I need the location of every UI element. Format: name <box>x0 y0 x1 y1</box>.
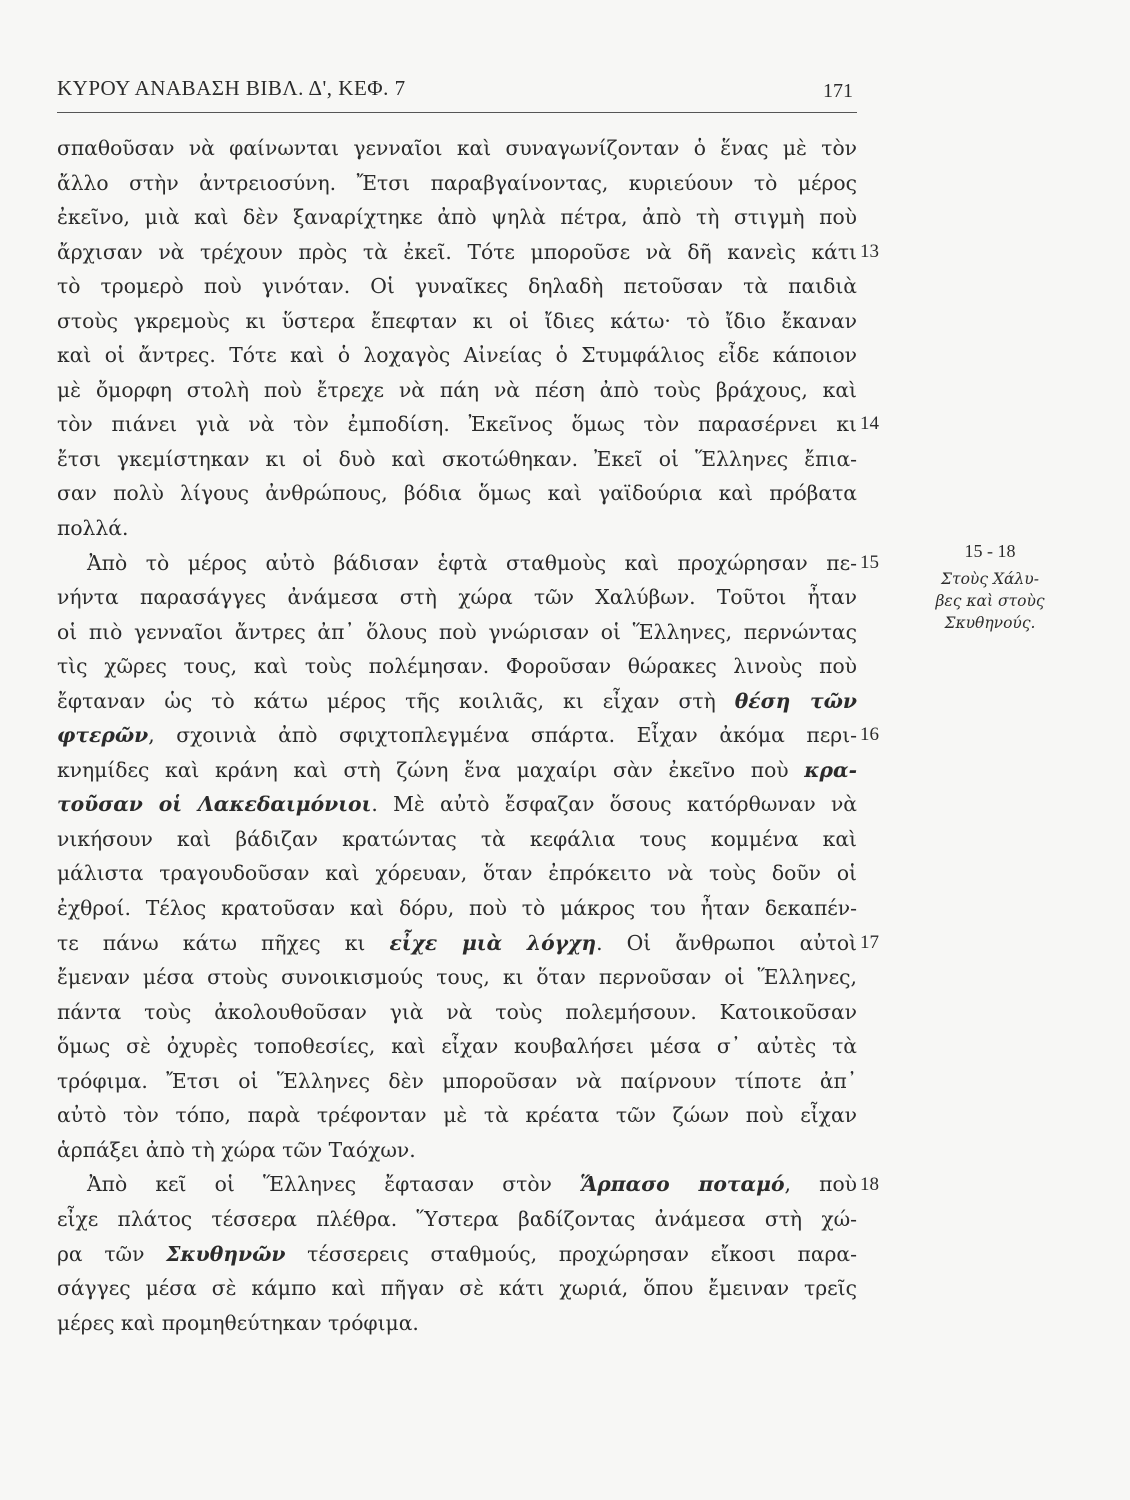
section-number: 13 <box>860 240 879 262</box>
text-line <box>57 1167 857 1202</box>
text-line <box>57 1202 857 1237</box>
text-segment: τέσσερεις σταθμούς, προχώρησαν εἴκοσι παρα- <box>285 1241 857 1266</box>
emphasized-text: Σκυθηνῶν <box>166 1241 286 1266</box>
text-segment: κνημίδες καὶ κράνη καὶ στὴ ζώνη ἕνα μαχαίρι σὰν ἐκεῖνο ποὺ <box>57 757 805 782</box>
text-segment: τρόφιμα. Ἔτσι οἱ Ἕλληνες δὲν μποροῦσαν νὰ παίρνουν τίποτε ἀπ᾽ <box>57 1068 857 1093</box>
text-segment: σάγγες μέσα σὲ κάμπο καὶ πῆγαν σὲ κάτι χωριά, ὅπου ἔμειναν τρεῖς <box>57 1276 857 1301</box>
text-line <box>57 580 857 615</box>
text-segment: ἐκεῖνο, μιὰ καὶ δὲν ξαναρίχτηκε ἀπὸ ψηλὰ πέτρα, ἀπὸ τὴ στιγμὴ ποὺ <box>57 205 857 230</box>
text-line <box>57 1271 857 1306</box>
running-title: ΚΥΡΟΥ ΑΝΑΒΑΣΗ ΒΙΒΛ. Δ', ΚΕΦ. 7 <box>57 76 406 100</box>
text-line <box>57 166 857 201</box>
text-line <box>57 891 857 926</box>
text-segment: ἁρπάξει ἀπὸ τὴ χώρα τῶν Ταόχων. <box>57 1137 416 1162</box>
text-line <box>57 200 857 235</box>
body-text <box>57 131 857 1340</box>
text-segment: μέρες καὶ προμηθεύτηκαν τρόφιμα. <box>57 1310 419 1335</box>
text-segment: καὶ οἱ ἄντρες. Τότε καὶ ὁ λοχαγὸς Αἰνείας ὁ Στυμφάλιος εἶδε κάποιον <box>57 343 857 368</box>
text-segment: τε πάνω κάτω πῆχες κι <box>57 930 390 955</box>
margin-note-gloss-line: Σκυθηνούς. <box>944 614 1036 632</box>
emphasized-text: τοῦσαν οἱ Λακεδαιμόνιοι <box>57 792 372 817</box>
text-line <box>57 235 857 270</box>
emphasized-text: κρα- <box>804 757 857 782</box>
text-segment: μάλιστα τραγουδοῦσαν καὶ χόρευαν, ὅταν ἐπρόκειτο νὰ τοὺς δοῦν οἱ <box>57 861 857 886</box>
margin-note-gloss-line: βες καὶ στοὺς <box>935 592 1045 610</box>
text-line <box>57 787 857 822</box>
emphasized-text: Ἅρπασο ποταμό <box>580 1172 785 1197</box>
text-line <box>57 373 857 408</box>
emphasized-text: θέση τῶν <box>734 688 857 713</box>
text-line <box>57 1064 857 1099</box>
section-number: 18 <box>860 1173 879 1195</box>
page-number: 171 <box>823 80 853 102</box>
margin-note-range: 15 - 18 <box>964 541 1016 561</box>
margin-note <box>905 538 1075 634</box>
section-number: 17 <box>860 931 879 953</box>
text-line <box>57 442 857 477</box>
text-line <box>57 1029 857 1064</box>
text-segment: τὶς χῶρες τους, καὶ τοὺς πολέμησαν. Φοροῦσαν θώρακες λινοὺς ποὺ <box>57 654 857 679</box>
text-line <box>57 476 857 511</box>
text-segment: μὲ ὄμορφη στολὴ ποὺ ἔτρεχε νὰ πάη νὰ πέση ἀπὸ τοὺς βράχους, καὶ <box>57 377 857 402</box>
text-segment: σαν πολὺ λίγους ἀνθρώπους, βόδια ὅμως καὶ γαϊδούρια καὶ πρόβατα <box>57 481 857 506</box>
text-line <box>57 649 857 684</box>
text-segment: Ἀπὸ κεῖ οἱ Ἕλληνες ἔφτασαν στὸν <box>87 1172 581 1197</box>
text-line <box>57 615 857 650</box>
text-line <box>57 131 857 166</box>
text-line <box>57 1306 857 1341</box>
running-head <box>57 74 857 113</box>
text-line <box>57 684 857 719</box>
section-number: 15 <box>860 551 879 573</box>
text-segment: . Οἱ ἄνθρωποι αὐτοὶ <box>596 930 858 955</box>
text-segment: εἶχε πλάτος τέσσερα πλέθρα. Ὕστερα βαδίζοντας ἀνάμεσα στὴ χώ- <box>57 1206 857 1231</box>
text-segment: πάντα τοὺς ἀκολουθοῦσαν γιὰ νὰ τοὺς πολεμήσουν. Κατοικοῦσαν <box>57 999 857 1024</box>
text-line <box>57 407 857 442</box>
text-segment: ἔμεναν μέσα στοὺς συνοικισμούς τους, κι ὅταν περνοῦσαν οἱ Ἕλληνες, <box>57 965 857 990</box>
text-segment: , ποὺ <box>784 1172 857 1197</box>
text-segment: Ἀπὸ τὸ μέρος αὐτὸ βάδισαν ἑφτὰ σταθμοὺς καὶ προχώρησαν πε- <box>87 550 857 575</box>
text-line <box>57 753 857 788</box>
text-line <box>57 511 857 546</box>
margin-note-gloss-line: Στοὺς Χάλυ- <box>941 570 1039 588</box>
text-segment: νήντα παρασάγγες ἀνάμεσα στὴ χώρα τῶν Χαλύβων. Τοῦτοι ἦταν <box>57 585 857 610</box>
text-line <box>57 304 857 339</box>
text-line <box>57 856 857 891</box>
section-number: 14 <box>860 413 879 435</box>
text-segment: αὐτὸ τὸν τόπο, παρὰ τρέφονταν μὲ τὰ κρέατα τῶν ζώων ποὺ εἶχαν <box>57 1103 857 1128</box>
text-segment: ἄρχισαν νὰ τρέχουν πρὸς τὰ ἐκεῖ. Τότε μποροῦσε νὰ δῆ κανεὶς κάτι <box>57 239 857 264</box>
text-segment: ἄλλο στὴν ἀντρειοσύνη. Ἔτσι παραβγαίνοντας, κυριεύουν τὸ μέρος <box>57 170 857 195</box>
text-segment: στοὺς γκρεμοὺς κι ὕστερα ἔπεφταν κι οἱ ἴδιες κάτω· τὸ ἴδιο ἔκαναν <box>57 308 857 333</box>
text-line <box>57 1237 857 1272</box>
text-segment: τὸν πιάνει γιὰ νὰ τὸν ἐμποδίση. Ἐκεῖνος ὅμως τὸν παρασέρνει κι <box>57 412 857 437</box>
text-line <box>57 960 857 995</box>
text-line <box>57 995 857 1030</box>
text-line <box>57 926 857 961</box>
text-segment: , σχοινιὰ ἀπὸ σφιχτοπλεγμένα σπάρτα. Εἶχαν ἀκόμα περι- <box>148 723 857 748</box>
text-segment: . Μὲ αὐτὸ ἔσφαζαν ὅσους κατόρθωναν νὰ <box>371 792 857 817</box>
margin-note-gloss <box>905 568 1075 634</box>
emphasized-text: εἶχε μιὰ λόγχη <box>389 930 597 955</box>
text-segment: πολλά. <box>57 516 129 541</box>
text-segment: σπαθοῦσαν νὰ φαίνωνται γενναῖοι καὶ συναγωνίζονταν ὁ ἕνας μὲ τὸν <box>57 136 857 160</box>
emphasized-text: φτερῶν <box>57 723 149 748</box>
section-number: 16 <box>860 724 879 746</box>
text-segment: οἱ πιὸ γενναῖοι ἄντρες ἀπ᾽ ὅλους ποὺ γνώρισαν οἱ Ἕλληνες, περνώντας <box>57 619 857 644</box>
text-line <box>57 1098 857 1133</box>
text-line <box>57 546 857 581</box>
text-line <box>57 269 857 304</box>
text-segment: ἐχθροί. Τέλος κρατοῦσαν καὶ δόρυ, ποὺ τὸ μάκρος του ἦταν δεκαπέν- <box>57 896 857 921</box>
text-segment: ὅμως σὲ ὀχυρὲς τοποθεσίες, καὶ εἶχαν κουβαλήσει μέσα σ᾽ αὐτὲς τὰ <box>57 1034 857 1059</box>
text-line <box>57 822 857 857</box>
text-segment: τὸ τρομερὸ ποὺ γινόταν. Οἱ γυναῖκες δηλαδὴ πετοῦσαν τὰ παιδιὰ <box>57 274 857 299</box>
text-segment: νικήσουν καὶ βάδιζαν κρατώντας τὰ κεφάλια τους κομμένα καὶ <box>57 826 857 851</box>
text-line <box>57 1133 857 1168</box>
text-line <box>57 718 857 753</box>
text-line <box>57 338 857 373</box>
text-segment: ρα τῶν <box>57 1241 167 1266</box>
text-segment: ἔτσι γκεμίστηκαν κι οἱ δυὸ καὶ σκοτώθηκαν. Ἐκεῖ οἱ Ἕλληνες ἔπια- <box>57 446 857 471</box>
text-segment: ἔφταναν ὡς τὸ κάτω μέρος τῆς κοιλιᾶς, κι εἶχαν στὴ <box>57 688 735 713</box>
